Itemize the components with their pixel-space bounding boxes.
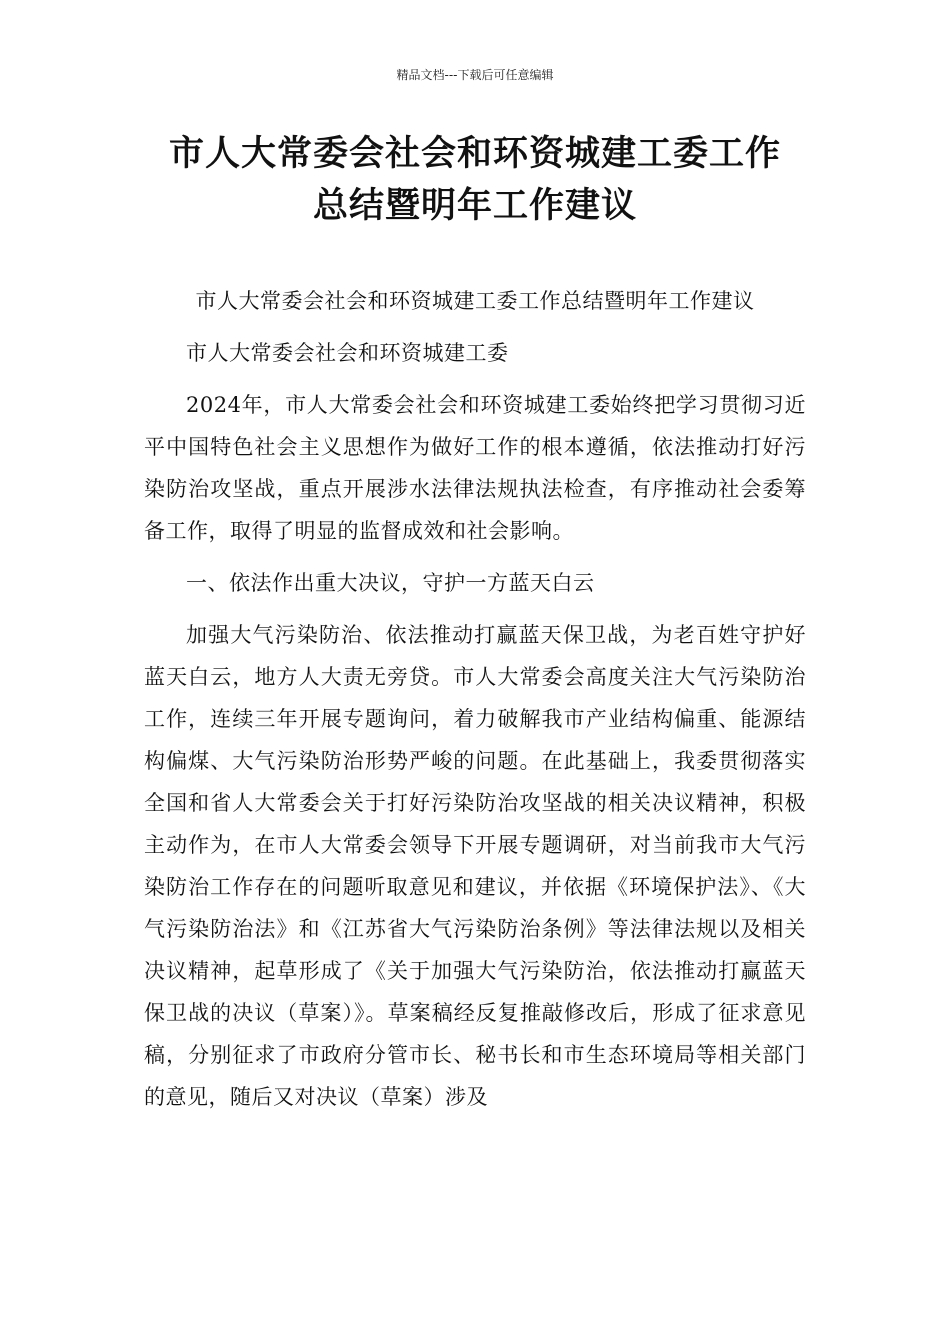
- intro-paragraph: 2024年，市人大常委会社会和环资城建工委始终把学习贯彻习近平中国特色社会主义思想作为做好工作的根本遵循，依法推动打好污染防治攻坚战，重点开展涉水法律法规执法检查，有序推动社会委筹备工作，取得了明显的监督成效和社会影响。: [144, 393, 806, 543]
- document-body: [144, 280, 806, 1128]
- document-title: [130, 128, 820, 232]
- header-note: 精品文档---下载后可任意编辑: [396, 68, 554, 82]
- title-line-2: 总结暨明年工作建议: [312, 186, 637, 226]
- section-heading-1: 一、依法作出重大决议，守护一方蓝天白云: [186, 571, 595, 595]
- author-paragraph: 市人大常委会社会和环资城建工委: [186, 341, 509, 365]
- title-line-1: 市人大常委会社会和环资城建工委工作: [168, 134, 781, 174]
- subtitle-paragraph: 市人大常委会社会和环资城建工委工作总结暨明年工作建议: [195, 289, 755, 313]
- section-1-paragraph: 加强大气污染防治、依法推动打赢蓝天保卫战，为老百姓守护好蓝天白云，地方人大责无旁贷。市人大常委会高度关注大气污染防治工作，连续三年开展专题询问，着力破解我市产业结构偏重、能源结构偏煤、大气污染防治形势严峻的问题。在此基础上，我委贯彻落实全国和省人大常委会关于打好污染防治攻坚战的相关决议精神，积极主动作为，在市人大常委会领导下开展专题调研，对当前我市大气污染防治工作存在的问题听取意见和建议，并依据《环境保护法》、《大气污染防治法》和《江苏省大气污染防治条例》等法律法规以及相关决议精神，起草形成了《关于加强大气污染防治，依法推动打赢蓝天保卫战的决议（草案）》。草案稿经反复推敲修改后，形成了征求意见稿，分别征求了市政府分管市长、秘书长和市生态环境局等相关部门的意见，随后又对决议（草案）涉及: [144, 623, 806, 1109]
